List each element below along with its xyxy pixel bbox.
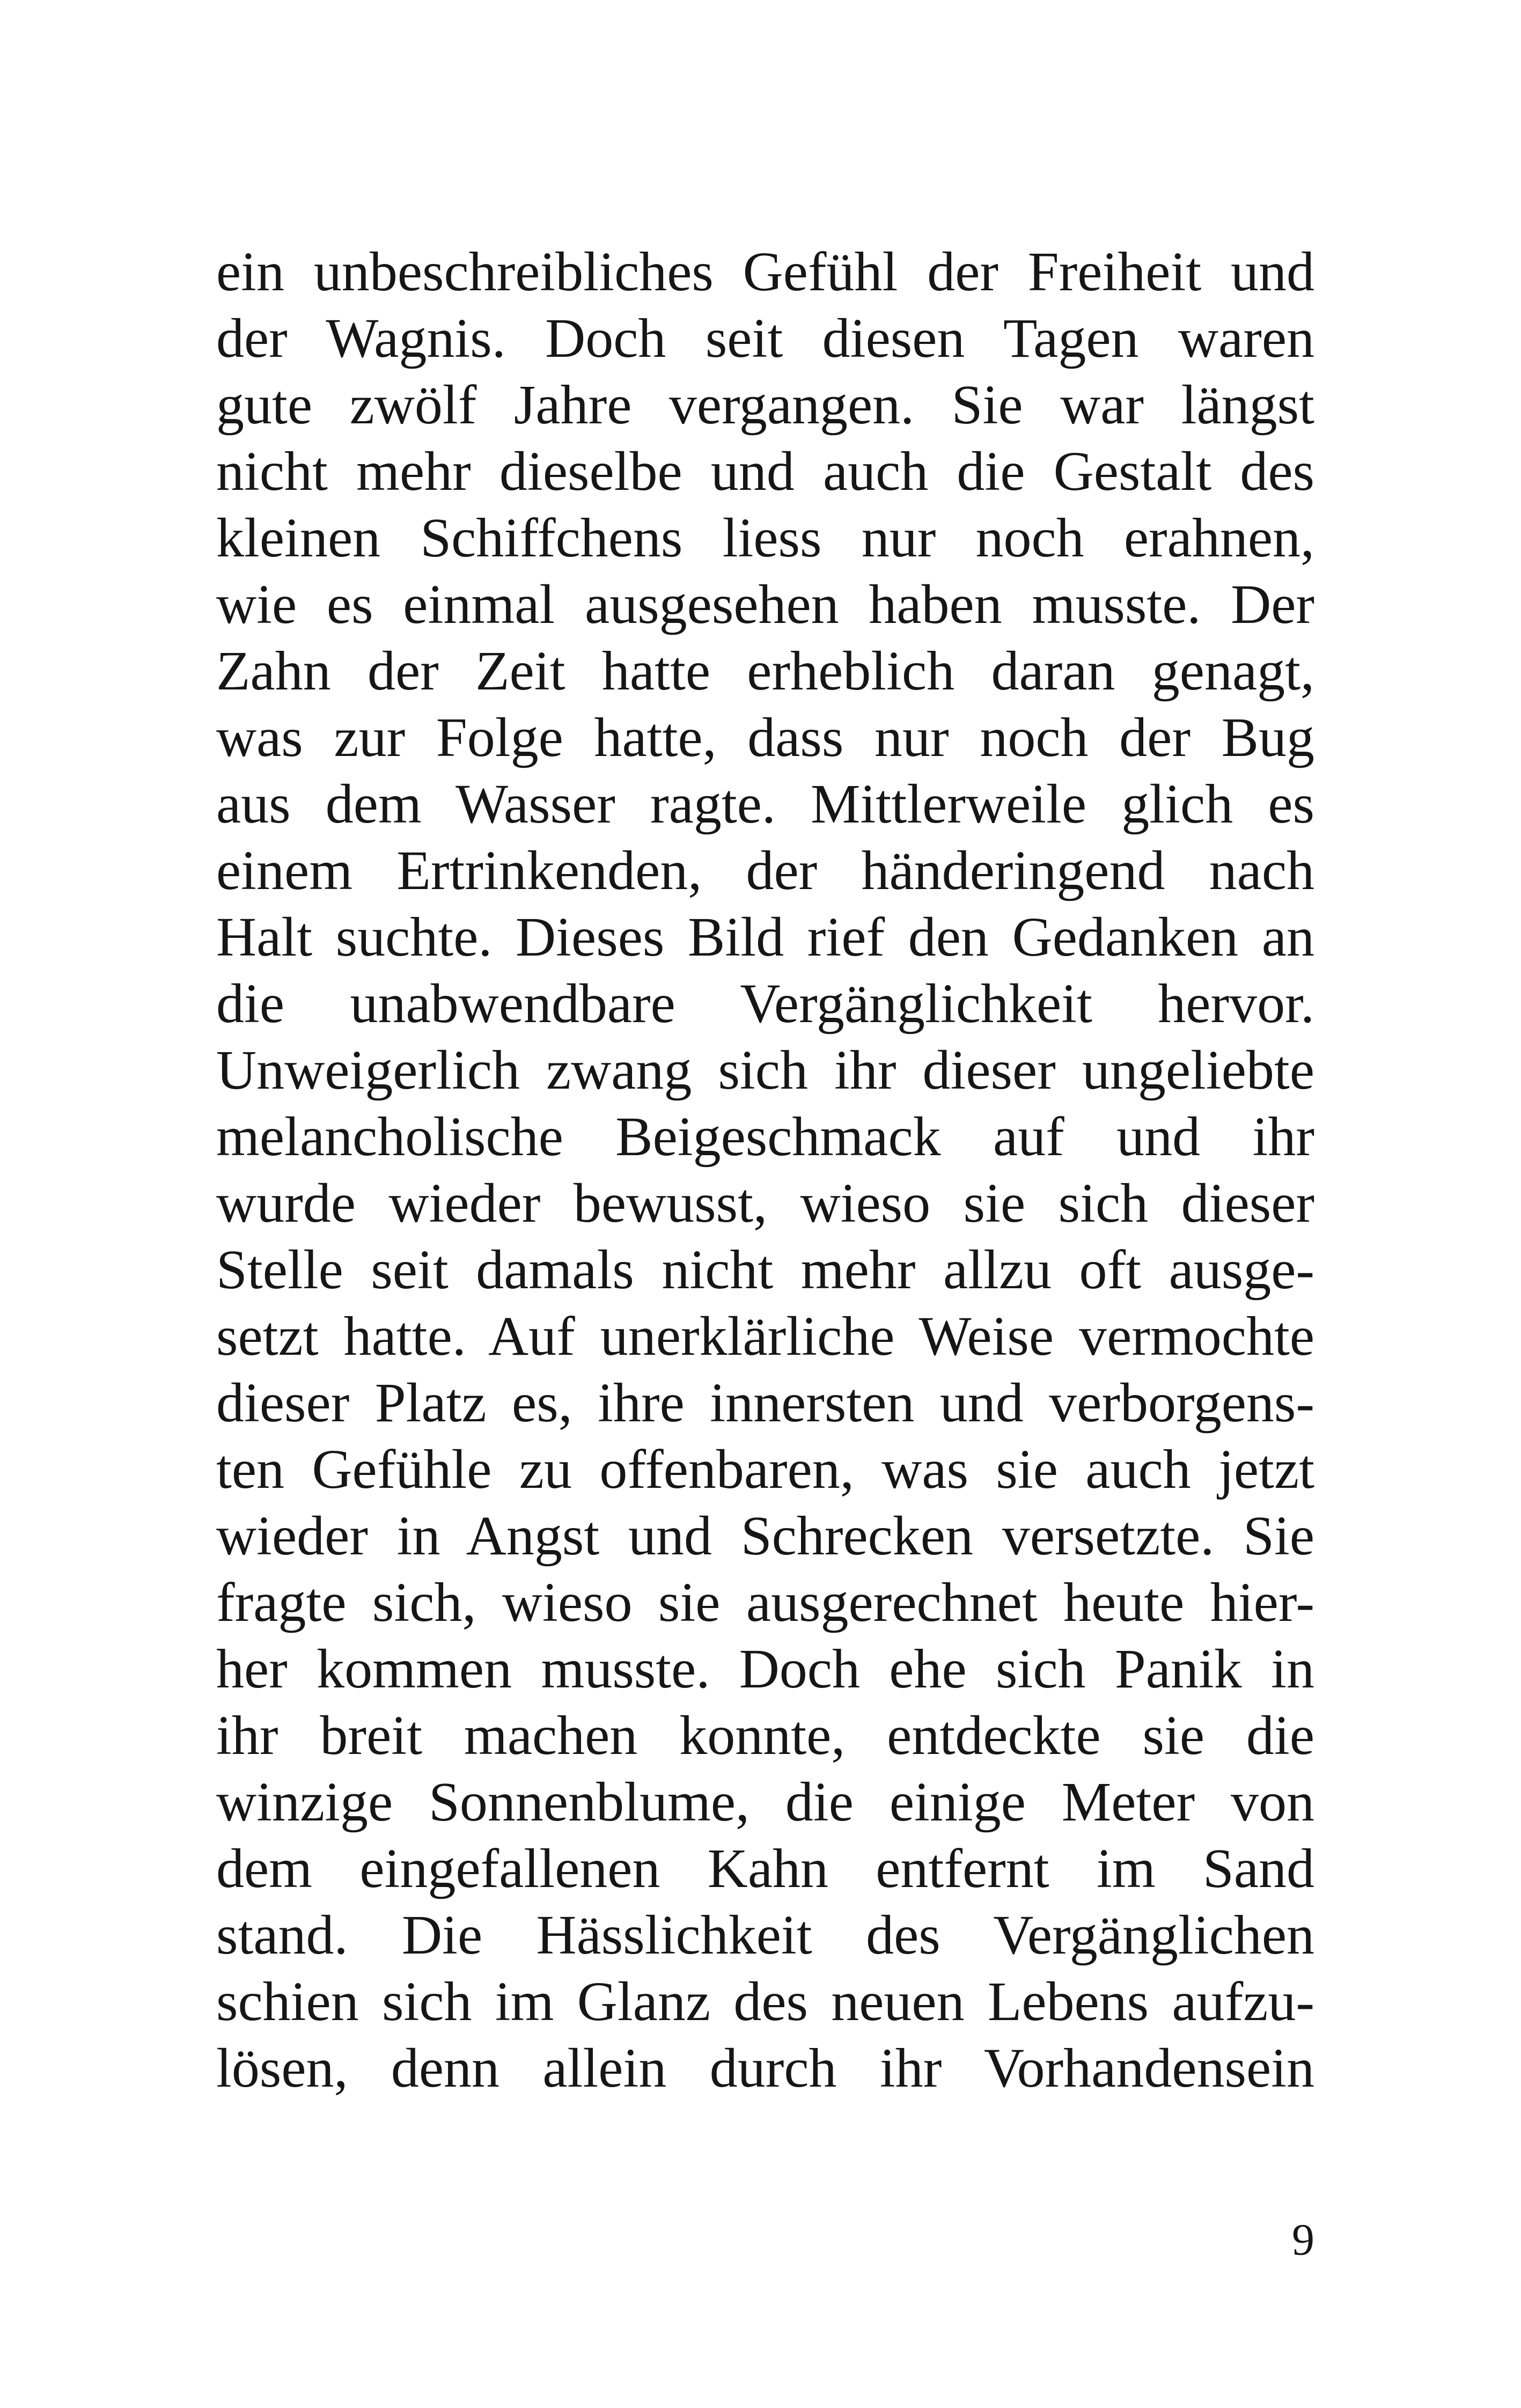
- page-number: 9: [1292, 2215, 1314, 2265]
- text-line: nicht mehr dieselbe und auch die Gestalt des: [216, 441, 1314, 502]
- text-line: ein unbeschreibliches Gefühl der Freiheit und: [216, 241, 1314, 303]
- text-line: kleinen Schiffchens liess nur noch erahnen,: [216, 507, 1314, 569]
- text-line: melancholische Beigeschmack auf und ihr: [216, 1106, 1314, 1168]
- text-line: dem eingefallenen Kahn entfernt im Sand: [216, 1838, 1314, 1899]
- text-line: wieder in Angst und Schrecken versetzte. Sie: [216, 1505, 1314, 1567]
- text-line: Unweigerlich zwang sich ihr dieser ungeliebte: [216, 1039, 1314, 1101]
- text-line: dieser Platz es, ihre innersten und verborgens-: [216, 1372, 1314, 1434]
- text-line: stand. Die Hässlichkeit des Vergänglichen: [216, 1904, 1314, 1966]
- text-line: der Wagnis. Doch seit diesen Tagen waren: [216, 307, 1314, 369]
- body-text: [216, 239, 1314, 2102]
- text-line: Stelle seit damals nicht mehr allzu oft ausge-: [216, 1239, 1314, 1301]
- text-line: schien sich im Glanz des neuen Lebens aufzu-: [216, 1971, 1314, 2032]
- text-line: Zahn der Zeit hatte erheblich daran genagt,: [216, 640, 1314, 702]
- text-line: fragte sich, wieso sie ausgerechnet heute hier-: [216, 1572, 1314, 1633]
- text-line: lösen, denn allein durch ihr Vorhandensein: [216, 2037, 1314, 2099]
- text-line: gute zwölf Jahre vergangen. Sie war längst: [216, 374, 1314, 436]
- text-line: aus dem Wasser ragte. Mittlerweile glich es: [216, 773, 1314, 835]
- text-line: die unabwendbare Vergänglichkeit hervor.: [216, 973, 1314, 1034]
- text-line: winzige Sonnenblume, die einige Meter von: [216, 1771, 1314, 1833]
- text-line: wie es einmal ausgesehen haben musste. Der: [216, 574, 1314, 635]
- text-line: her kommen musste. Doch ehe sich Panik in: [216, 1638, 1314, 1700]
- text-line: Halt suchte. Dieses Bild rief den Gedanken an: [216, 906, 1314, 968]
- text-line: ihr breit machen konnte, entdeckte sie die: [216, 1705, 1314, 1766]
- text-line: wurde wieder bewusst, wieso sie sich dieser: [216, 1172, 1314, 1234]
- text-line: einem Ertrinkenden, der händeringend nach: [216, 840, 1314, 901]
- text-line: was zur Folge hatte, dass nur noch der Bug: [216, 707, 1314, 768]
- text-line: setzt hatte. Auf unerklärliche Weise vermochte: [216, 1305, 1314, 1367]
- text-line: ten Gefühle zu offenbaren, was sie auch jetzt: [216, 1438, 1314, 1500]
